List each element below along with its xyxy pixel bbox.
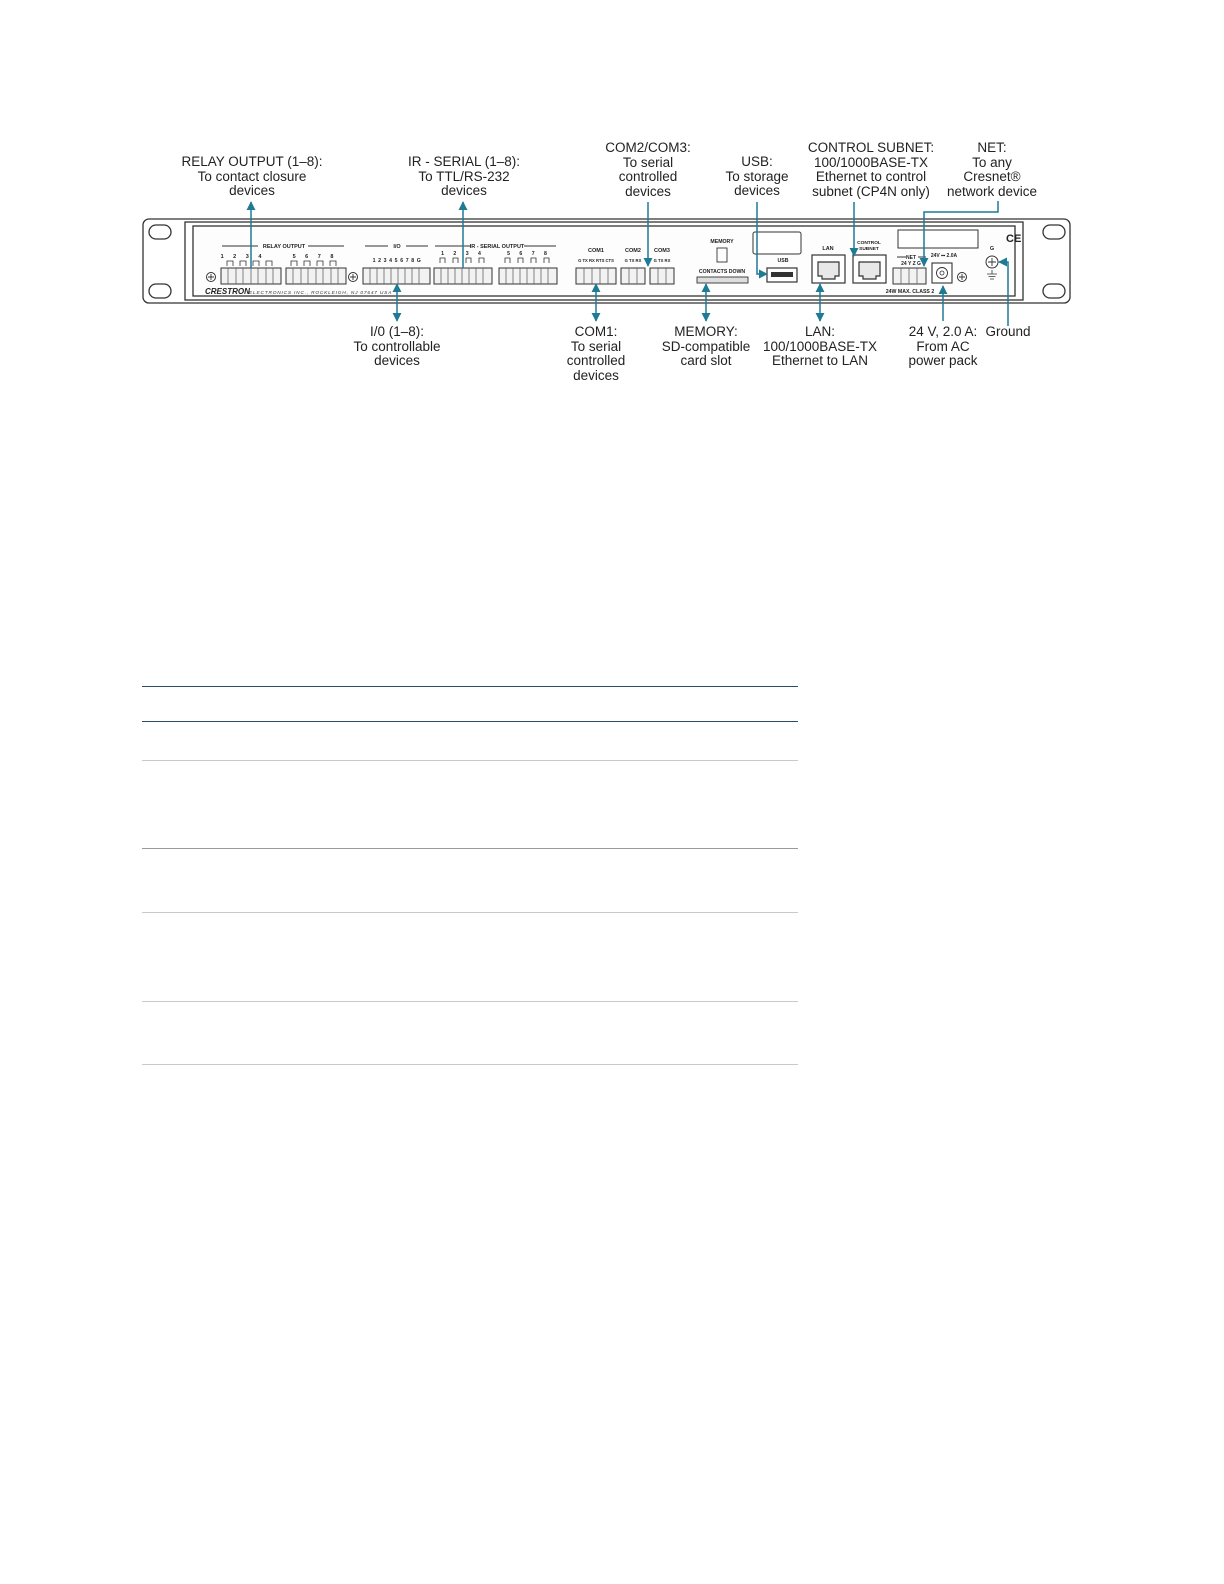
callout-com2-com3: COM2/COM3: To serial controlled devices bbox=[605, 140, 691, 199]
callout-usb: USB: To storage devices bbox=[725, 154, 789, 199]
ce-mark: CE bbox=[1006, 233, 1022, 245]
contacts-down-label: CONTACTS DOWN bbox=[698, 269, 746, 275]
callout-ground: Ground bbox=[985, 324, 1031, 339]
com3-label: COM3 bbox=[654, 248, 670, 254]
callout-net: NET: To any Cresnet® network device bbox=[946, 140, 1038, 199]
ir-numbers-b: 5 6 7 8 bbox=[507, 251, 551, 257]
table-bottom-rule bbox=[142, 1064, 798, 1065]
lan-panel-label: LAN bbox=[822, 246, 834, 252]
ir-serial-output-label: IR - SERIAL OUTPUT bbox=[469, 244, 525, 250]
table-row-divider bbox=[142, 848, 798, 849]
power-jack-pin bbox=[940, 271, 944, 275]
com2-pins: G TX RX bbox=[624, 258, 642, 263]
net-panel-label: NET bbox=[906, 255, 916, 261]
callout-power: 24 V, 2.0 A: From AC power pack bbox=[908, 324, 978, 369]
relay-output-label: RELAY OUTPUT bbox=[262, 244, 306, 250]
table-row-divider bbox=[142, 760, 798, 761]
callout-io: I/0 (1–8): To controllable devices bbox=[353, 324, 441, 369]
com1-pins: G TX RX RTS CTS bbox=[578, 258, 614, 263]
com3-pins: G TX RX bbox=[653, 258, 671, 263]
table-top-rule bbox=[142, 686, 798, 687]
usb-port-inner bbox=[771, 272, 793, 277]
callout-lan: LAN: 100/1000BASE-TX Ethernet to LAN bbox=[762, 324, 878, 369]
callout-memory: MEMORY: SD-compatible card slot bbox=[661, 324, 751, 369]
label-window-2 bbox=[898, 230, 978, 248]
relay-numbers-a: 1 2 3 4 bbox=[220, 254, 266, 260]
table-header-rule bbox=[142, 721, 798, 722]
memory-card-slot bbox=[697, 277, 748, 283]
usb-panel-label: USB bbox=[777, 258, 789, 264]
label-window-1 bbox=[753, 232, 801, 254]
io-numbers: 1 2 3 4 5 6 7 8 G bbox=[372, 258, 422, 264]
io-label: I/O bbox=[393, 244, 401, 250]
control-panel-label: CONTROL bbox=[857, 241, 881, 246]
table-row-divider bbox=[142, 912, 798, 913]
brand-name: CRESTRON bbox=[205, 287, 250, 296]
memory-label: MEMORY bbox=[710, 239, 734, 245]
subnet-panel-label: SUBNET bbox=[859, 247, 879, 252]
callout-control-subnet: CONTROL SUBNET: 100/1000BASE-TX Ethernet to control subnet (CP4N only) bbox=[807, 140, 935, 199]
callout-com1: COM1: To serial controlled devices bbox=[566, 324, 626, 383]
net-pins: 24 Y Z G bbox=[901, 261, 921, 267]
class-label: 24W MAX. CLASS 2 bbox=[885, 289, 935, 295]
com2-label: COM2 bbox=[625, 248, 641, 254]
callout-ir-serial: IR - SERIAL (1–8): To TTL/RS-232 devices bbox=[407, 154, 521, 199]
relay-numbers-b: 5 6 7 8 bbox=[292, 254, 338, 260]
brand-subtitle: ELECTRONICS INC., ROCKLEIGH, NJ 07647 USA bbox=[249, 291, 393, 296]
ir-numbers-a: 1 2 3 4 bbox=[441, 251, 485, 257]
table-row-divider bbox=[142, 1001, 798, 1002]
callout-relay-output: RELAY OUTPUT (1–8): To contact closure devices bbox=[181, 154, 323, 199]
com1-label: COM1 bbox=[588, 248, 604, 254]
ground-g-label: G bbox=[989, 246, 995, 252]
power-rating-label: 24V ⎓ 2.0A bbox=[930, 253, 958, 259]
